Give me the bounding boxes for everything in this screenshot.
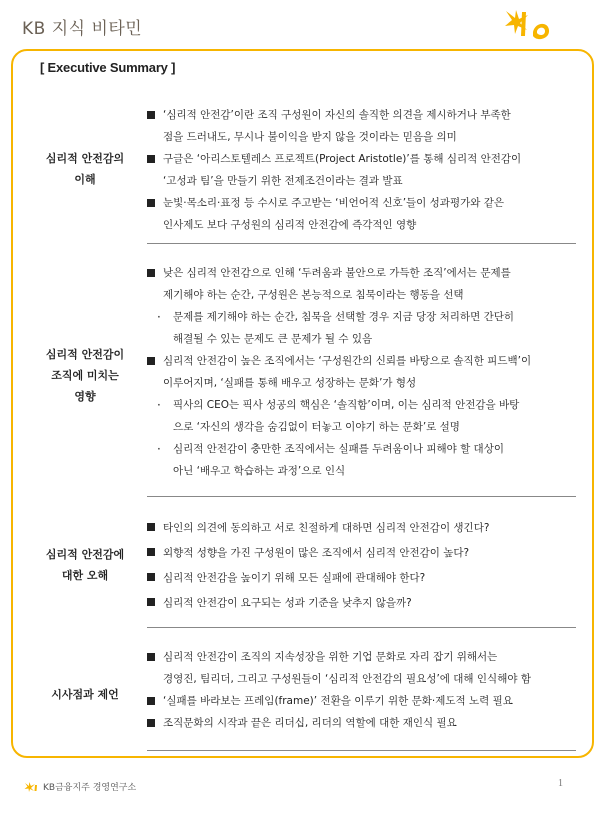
summary-row-understanding: [30, 98, 576, 241]
row-label: 심리적 안전감에 대한 오해: [45, 548, 125, 582]
bullet-item: 심리적 안전감이 요구되는 성과 기준을 낮추지 않을까?: [146, 591, 574, 616]
row-divider: [147, 627, 576, 628]
bullet-item: 구글은 ‘아리스토텔레스 프로젝트(Project Aristotle)’를 통해 심리적 안전감이 ‘고성과 팀’을 만들기 위한 전제조건이라는 결과 발표: [146, 148, 574, 192]
bullet-item: 눈빛·목소리·표정 등 수시로 주고받는 ‘비언어적 신호’들이 성과평가와 같은 인사제도 보다 구성원의 심리적 안전감에 즉각적인 영향: [146, 192, 574, 236]
bullet-item: 외향적 성향을 가진 구성원이 많은 조직에서 심리적 안전감이 높다?: [146, 541, 574, 566]
row-body: [146, 104, 574, 236]
kb-star-logo: [502, 6, 556, 46]
document-header-title: KB 지식 비타민: [22, 19, 143, 39]
bullet-item: ‘실패를 바라보는 프레임(frame)’ 전환을 이루기 위한 문화·제도적 노력 필요: [146, 690, 574, 712]
footer-org-name: KB금융지주 경영연구소: [43, 783, 137, 793]
summary-row-recommendations: [30, 642, 576, 747]
row-label: 심리적 안전감이 조직에 미치는 영향: [45, 348, 125, 403]
bullet-item: 조직문화의 시작과 끝은 리더십, 리더의 역할에 대한 재인식 필요: [146, 712, 574, 734]
kb-star-small-icon: [24, 781, 40, 793]
sub-bullet-item: · 문제를 제기해야 하는 순간, 침묵을 선택할 경우 지금 당장 처리하면 간단히 해결될 수 있는 문제도 큰 문제가 될 수 있음: [146, 306, 574, 350]
page-number: 1: [558, 778, 563, 789]
row-body: [146, 516, 574, 616]
row-divider: [147, 496, 576, 497]
row-body: [146, 262, 574, 482]
sub-bullet-item: · 심리적 안전감이 충만한 조직에서는 실패를 두려움이나 피해야 할 대상이 아닌 ‘배우고 학습하는 과정’으로 인식: [146, 438, 574, 482]
row-label: 시사점과 제언: [51, 688, 119, 701]
bullet-item: 심리적 안전감이 높은 조직에서는 ‘구성원간의 신뢰를 바탕으로 솔직한 피드백’이 이루어지며, ‘실패를 통해 배우고 성장하는 문화’가 형성: [146, 350, 574, 394]
section-title: [ Executive Summary ]: [40, 60, 176, 75]
bullet-item: 심리적 안전감이 조직의 지속성장을 위한 기업 문화로 자리 잡기 위해서는 경영진, 팀리더, 그리고 구성원들이 ‘심리적 안전감의 필요성’에 대해 인식해야 함: [146, 646, 574, 690]
row-divider: [147, 243, 576, 244]
bullet-item: 타인의 의견에 동의하고 서로 친절하게 대하면 심리적 안전감이 생긴다?: [146, 516, 574, 541]
bullet-item: ‘심리적 안전감’이란 조직 구성원이 자신의 솔직한 의견을 제시하거나 부족한 점을 드러내도, 무시나 불이익을 받지 않을 것이라는 믿음을 의미: [146, 104, 574, 148]
bullet-item: 심리적 안전감을 높이기 위해 모든 실패에 관대해야 한다?: [146, 566, 574, 591]
row-label: 심리적 안전감의 이해: [45, 152, 125, 186]
summary-row-impact: [30, 258, 576, 494]
footer-logo: [24, 780, 136, 793]
bullet-item: 낮은 심리적 안전감으로 인해 ‘두려움과 불안으로 가득한 조직’에서는 문제를 제기해야 하는 순간, 구성원은 본능적으로 침묵이라는 행동을 선택: [146, 262, 574, 306]
sub-bullet-item: · 픽사의 CEO는 픽사 성공의 핵심은 ‘솔직함’이며, 이는 심리적 안전감을 바탕 으로 ‘자신의 생각을 숨김없이 터놓고 이야기 하는 문화’로 설명: [146, 394, 574, 438]
row-divider: [147, 750, 576, 751]
summary-row-misconceptions: [30, 510, 576, 630]
row-body: [146, 646, 574, 734]
